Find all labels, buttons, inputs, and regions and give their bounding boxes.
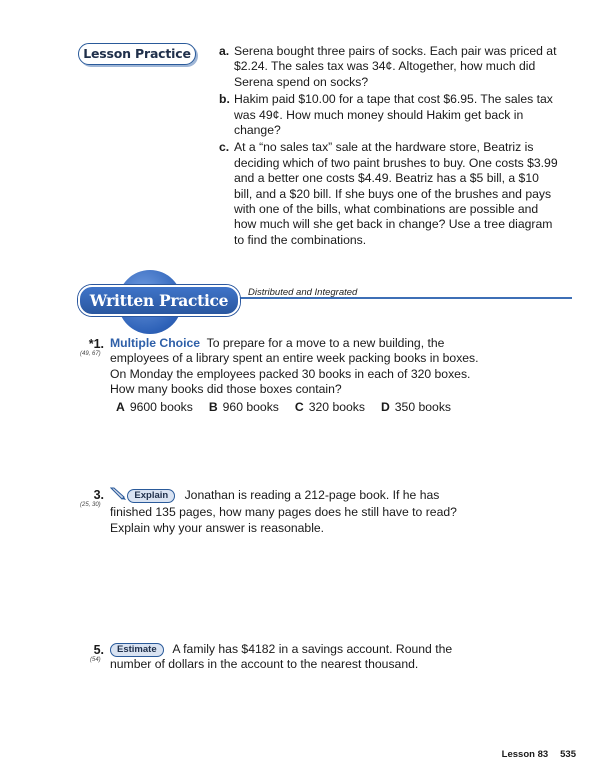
explain-tag: Explain — [127, 489, 175, 503]
choice-a[interactable] — [116, 400, 193, 415]
estimate-tag: Estimate — [110, 643, 164, 657]
item-text: At a “no sales tax” sale at the hardware store, Beatriz is deciding which of two paint brushes to buy. One costs $3.99 and a better one costs $4.49. Beatriz has a $5 bill, a $10 bill, and a $20 bill. If she buys one of the brushes and pays with one of the bills, what combinations are possible and how much will she get back in change? Use a tree diagram to find the combinations. — [234, 140, 558, 247]
problem-5 — [110, 642, 460, 673]
written-practice-subtitle: Distributed and Integrated — [248, 287, 358, 298]
lesson-practice-badge: Lesson Practice — [78, 43, 196, 65]
problem-1-lesson-ref: (49, 67) — [80, 351, 101, 357]
problem-number: 1. — [93, 337, 104, 351]
footer-lesson: Lesson 83 — [501, 749, 549, 760]
problem-5-number: 5. — [93, 643, 104, 657]
choice-letter: A — [116, 400, 125, 414]
lesson-practice-item-b — [219, 92, 559, 138]
item-letter: b. — [219, 92, 230, 107]
problem-3-number: 3. — [93, 488, 104, 502]
item-text: Hakim paid $10.00 for a tape that cost $6.95. The sales tax was 49¢. How much money should Hakim get back in change? — [234, 92, 553, 138]
problem-3-lesson-ref: (25, 30) — [80, 502, 101, 508]
answer-choices — [116, 400, 467, 415]
choice-text: 350 books — [394, 400, 452, 414]
choice-letter: C — [294, 400, 304, 414]
choice-letter: D — [380, 400, 390, 414]
choice-b[interactable] — [209, 400, 279, 415]
choice-letter: B — [208, 400, 218, 414]
choice-d[interactable] — [381, 400, 451, 415]
problem-5-lesson-ref: (54) — [90, 657, 101, 663]
page-footer — [502, 747, 576, 762]
starred-marker: * — [88, 337, 94, 351]
choice-c[interactable] — [295, 400, 365, 415]
lesson-practice-item-a — [219, 44, 559, 90]
problem-3-text: Jonathan is reading a 212-page book. If he has finished 135 pages, how many pages does he still have to read? Explain why your answer is reasonable. — [110, 488, 457, 535]
choice-text: 960 books — [222, 400, 279, 414]
lesson-practice-item-c — [219, 140, 559, 248]
problem-1 — [110, 336, 495, 398]
page-number: 535 — [560, 749, 576, 760]
choice-text: 9600 books — [129, 400, 193, 414]
problem-1-text: To prepare for a move to a new building, the employees of a library spent an entire week packing books in boxes. On Monday the employees packed 30 books in each of 320 boxes. How many books did those boxes contain? — [110, 336, 479, 397]
item-text: Serena bought three pairs of socks. Each pair was priced at $2.24. The sales tax was 34¢. Altogether, how much did Serena spend on socks? — [234, 44, 557, 89]
item-letter: c. — [219, 140, 230, 155]
item-letter: a. — [219, 44, 230, 58]
problem-3 — [110, 487, 482, 536]
pencil-icon — [110, 487, 128, 505]
multiple-choice-label: Multiple Choice — [110, 336, 201, 350]
choice-text: 320 books — [308, 400, 365, 414]
written-practice-banner: Written Practice — [78, 285, 240, 316]
problem-5-text: A family has $4182 in a savings account. Round the number of dollars in the account to the nearest thousand. — [110, 642, 453, 672]
lesson-practice-list — [219, 44, 559, 250]
